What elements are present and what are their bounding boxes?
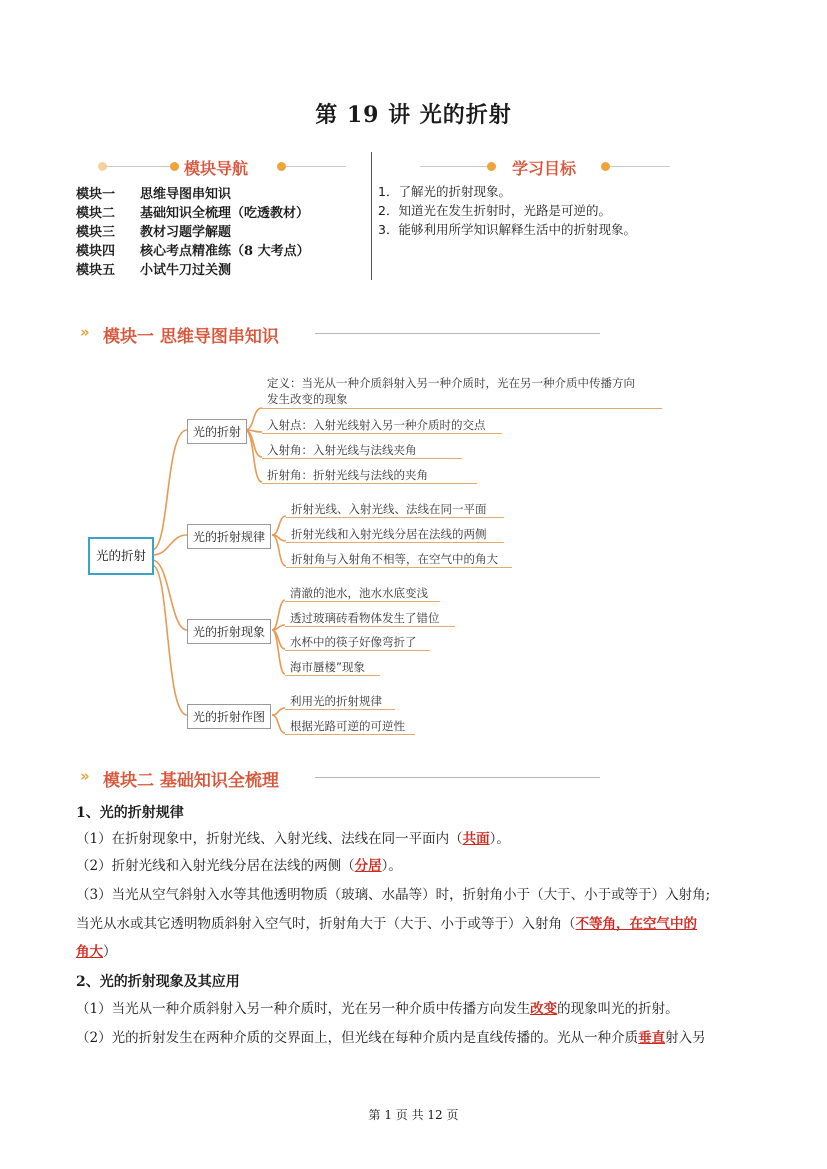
mindmap-branch: 光的折射作图 [187, 704, 271, 729]
mindmap-leaf: 透过玻璃砖看物体发生了错位 [290, 611, 440, 625]
leaf-underline [285, 675, 380, 676]
paragraph: （2）折射光线和入射光线分居在法线的两侧（分居）。 [76, 858, 402, 874]
mindmap-root [88, 537, 154, 575]
divider [315, 333, 600, 334]
page-number: 第 1 页 共 12 页 [368, 1108, 459, 1122]
divider [286, 166, 346, 167]
module1-heading: 模块一 思维导图串知识 [103, 327, 279, 347]
mindmap-leaf: 利用光的折射规律 [290, 694, 382, 708]
chevron-icon: » [80, 767, 90, 785]
mindmap-root-label: 光的折射 [95, 548, 146, 563]
decor-dot [277, 162, 286, 171]
section-title: 2、光的折射现象及其应用 [76, 974, 240, 990]
leaf-underline [285, 626, 455, 627]
nav-item[interactable]: 模块二 基础知识全梳理（吃透教材） [76, 206, 310, 221]
decor-dot [601, 162, 610, 171]
module2-heading: 模块二 基础知识全梳理 [103, 771, 279, 791]
paragraph: （1）在折射现象中，折射光线、入射光线、法线在同一平面内（共面）。 [76, 831, 510, 847]
mindmap-branch: 光的折射现象 [187, 619, 271, 644]
page-title: 第 19 讲 光的折射 [315, 102, 512, 128]
goal-item: 1．了解光的折射现象。 [378, 184, 511, 199]
divider [610, 166, 670, 167]
mindmap-leaf: 折射角与入射角不相等，在空气中的角大 [291, 552, 498, 566]
divider [105, 166, 175, 167]
goal-item: 2．知道光在发生折射时，光路是可逆的。 [378, 203, 611, 218]
column-divider [371, 152, 372, 280]
leaf-underline [262, 458, 462, 459]
nav-item[interactable]: 模块一 思维导图串知识 [76, 187, 232, 202]
mindmap-leaf: 海市蜃楼”现象 [290, 660, 365, 674]
chevron-icon: » [80, 323, 90, 341]
leaf-underline [285, 650, 430, 651]
paragraph: （1）当光从一种介质斜射入另一种介质时，光在另一种介质中传播方向发生改变的现象叫光的折射。 [76, 1001, 679, 1017]
leaf-underline [286, 517, 504, 518]
nav-item[interactable]: 模块三 教材习题学解题 [76, 225, 232, 240]
leaf-underline [262, 408, 662, 409]
goals-heading: 学习目标 [512, 159, 577, 178]
leaf-underline [285, 601, 440, 602]
mindmap-leaf: 折射光线和入射光线分居在法线的两侧 [291, 527, 487, 541]
leaf-underline [262, 483, 477, 484]
divider [420, 166, 490, 167]
section-title: 1、光的折射规律 [76, 805, 184, 821]
divider [315, 777, 600, 778]
mindmap-leaf: 发生改变的现象 [267, 392, 348, 406]
mindmap-leaf: 定义：当光从一种介质斜射入另一种介质时，光在另一种介质中传播方向 [267, 376, 635, 390]
mindmap-leaf: 清澈的池水，池水水底变浅 [290, 586, 428, 600]
decor-dot [487, 162, 496, 171]
mindmap-leaf: 入射角：入射光线与法线夹角 [267, 443, 417, 457]
leaf-underline [285, 734, 415, 735]
mindmap-leaf: 水杯中的筷子好像弯折了 [290, 635, 417, 649]
decor-dot [170, 162, 179, 171]
paragraph: 角大） [76, 944, 117, 960]
mindmap-branch: 光的折射 [187, 419, 247, 444]
goal-item: 3．能够利用所学知识解释生活中的折射现象。 [378, 222, 636, 237]
leaf-underline [262, 433, 502, 434]
paragraph: （3）当光从空气斜射入水等其他透明物质（玻璃、水晶等）时，折射角小于（大于、小于或等于）入射角; [76, 887, 711, 903]
leaf-underline [285, 709, 395, 710]
mindmap-leaf: 折射角：折射光线与法线的夹角 [267, 468, 428, 482]
mindmap-leaf: 折射光线、入射光线、法线在同一平面 [291, 502, 487, 516]
leaf-underline [286, 542, 504, 543]
nav-item[interactable]: 模块五 小试牛刀过关测 [76, 263, 232, 278]
leaf-underline [286, 567, 512, 568]
nav-item[interactable]: 模块四 核心考点精准练（8 大考点） [76, 244, 310, 259]
paragraph: （2）光的折射发生在两种介质的交界面上，但光线在每种介质内是直线传播的。光从一种介质垂直射入另 [76, 1030, 706, 1046]
mindmap-leaf: 根据光路可逆的可逆性 [290, 719, 405, 733]
paragraph: 当光从水或其它透明物质斜射入空气时，折射角大于（大于、小于或等于）入射角（不等角，在空气中的 [76, 916, 697, 932]
nav-heading: 模块导航 [184, 159, 249, 178]
mindmap-leaf: 入射点：入射光线射入另一种介质时的交点 [267, 418, 486, 432]
mindmap-branch: 光的折射规律 [187, 524, 271, 549]
